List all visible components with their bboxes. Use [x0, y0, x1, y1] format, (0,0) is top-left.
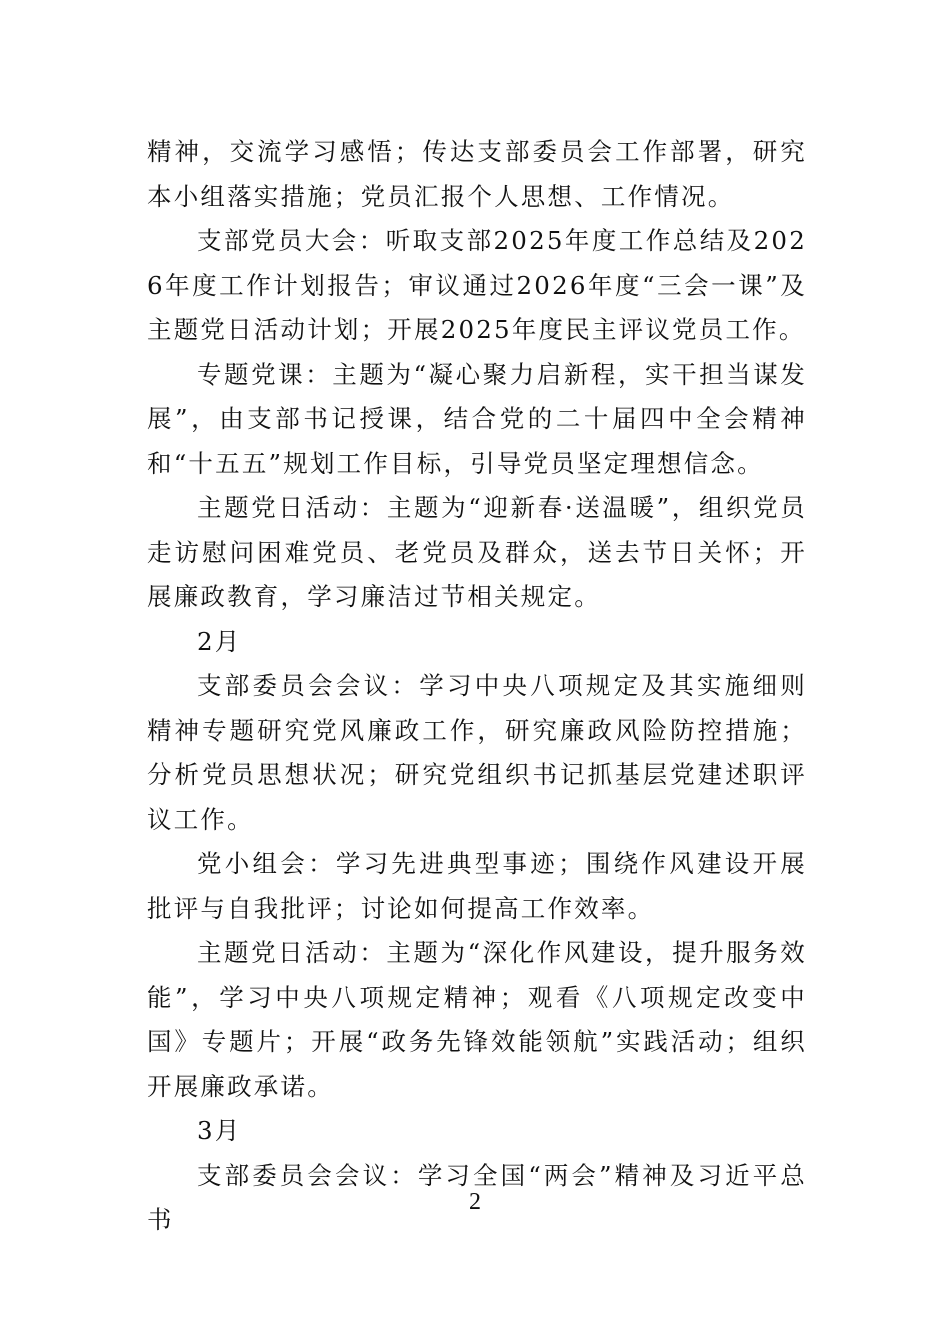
month-heading-feb: 2月	[197, 626, 242, 656]
paragraph-theme-party-day-feb: 主题党日活动：主题为“深化作风建设，提升服务效能”，学习中央八项规定精神；观看《八项规定改变中国》专题片；开展“政务先锋效能领航”实践活动；组织开展廉政承诺。	[147, 938, 807, 1101]
paragraph-committee-meeting-feb: 支部委员会会议：学习中央八项规定及其实施细则精神专题研究党风廉政工作，研究廉政风险防控措施；分析党员思想状况；研究党组织书记抓基层党建述职评议工作。	[147, 671, 807, 834]
paragraph-committee-meeting-mar: 支部委员会会议：学习全国“两会”精神及习近平总书	[147, 1160, 807, 1234]
page-number: 2	[469, 1189, 481, 1215]
paragraph-branch-general-meeting: 支部党员大会：听取支部2025年度工作总结及2026年度工作计划报告；审议通过2026年度“三会一课”及主题党日活动计划；开展2025年度民主评议党员工作。	[147, 226, 807, 344]
paragraph-continuation: 精神，交流学习感悟；传达支部委员会工作部署，研究本小组落实措施；党员汇报个人思想、工作情况。	[147, 137, 807, 211]
month-heading-mar: 3月	[197, 1116, 242, 1145]
paragraph-theme-party-day-jan: 主题党日活动：主题为“迎新春·送温暖”，组织党员走访慰问困难党员、老党员及群众，送去节日关怀；开展廉政教育，学习廉洁过节相关规定。	[147, 493, 807, 611]
document-body	[147, 130, 807, 1243]
paragraph-party-group-meeting-feb: 党小组会：学习先进典型事迹；围绕作风建设开展批评与自我批评；讨论如何提高工作效率。	[147, 849, 807, 923]
paragraph-special-party-lecture: 专题党课：主题为“凝心聚力启新程，实干担当谋发展”，由支部书记授课，结合党的二十届四中全会精神和“十五五”规划工作目标，引导党员坚定理想信念。	[147, 359, 807, 478]
